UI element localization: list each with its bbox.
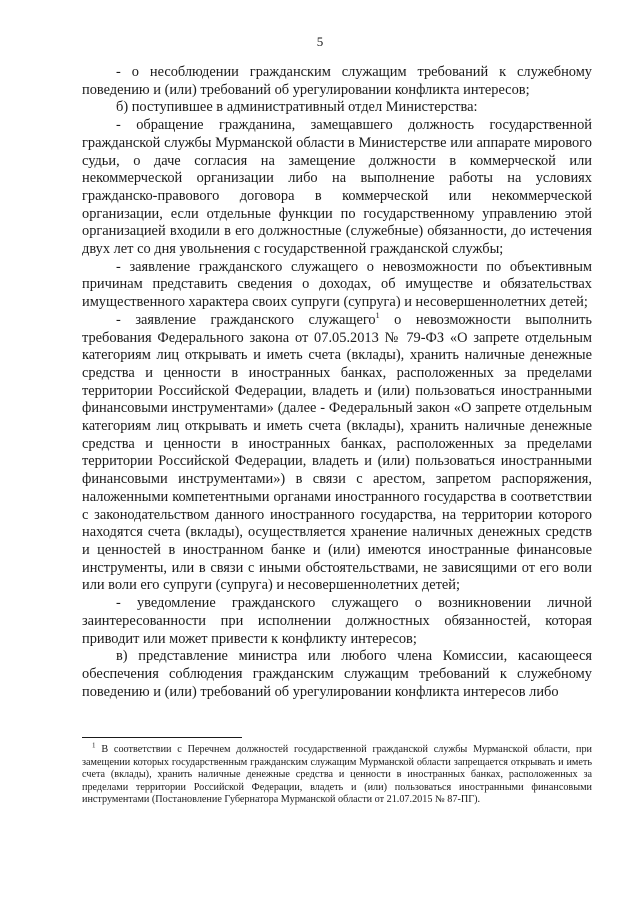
paragraph-text: - заявление гражданского служащего [116, 311, 376, 328]
paragraph: - заявление гражданского служащего о невозможности по объективным причинам представить сведения о доходах, об имуществе и обязательствах имущественного характера своих супруги (супруга) и несовершеннолетних детей; [82, 258, 592, 311]
document-body [82, 64, 592, 701]
page-number: 5 [316, 34, 324, 49]
footnote-reference[interactable]: 1 [375, 311, 380, 321]
footnote-mark: 1 [92, 741, 96, 750]
paragraph-with-footnote-ref [82, 312, 592, 595]
paragraph: - о несоблюдении гражданским служащим требований к служебному поведению и (или) требований об урегулировании конфликта интересов; [82, 64, 592, 98]
paragraph: б) поступившее в административный отдел Министерства: [116, 99, 478, 116]
footnote-separator [82, 737, 242, 738]
footnote [82, 741, 592, 807]
paragraph: в) представление министра или любого члена Комиссии, касающееся обеспечения соблюдения гражданским служащим требований к служебному поведению и (или) требований об урегулировании конфликта интересов либо [82, 648, 592, 700]
footnote-text: В соответствии с Перечнем должностей государственной гражданской службы Мурманской области, при замещении которых государственным гражданским служащим Мурманской области запрещается открывать и иметь счета (вклады), хранить наличные денежные средства и ценности в иностранных банках, расположенных за пределами территории Российской Федерации, владеть и (или) пользоваться иностранными финансовыми инструментами (Постановление Губернатора Мурманской области от 21.07.2015 № 87-ПГ). [82, 744, 592, 806]
paragraph: - уведомление гражданского служащего о возникновении личной заинтересованности при исполнении должностных обязанностей, которая приводит или может привести к конфликту интересов; [82, 595, 592, 647]
paragraph-text: о невозможности выполнить требования Федерального закона от 07.05.2013 № 79-ФЗ «О запрете отдельным категориям лиц открывать и иметь счета (вклады), хранить наличные денежные средства и ценности в иностранных банках, расположенных за пределами территории Российской Федерации, владеть и (или) пользоваться иностранными финансовыми инструментами» (далее - Федеральный закон «О запрете отдельным категориям лиц открывать и иметь счета (вклады), хранить наличные денежные средства и ценности в иностранных банках, расположенных за пределами территории Российской Федерации, владеть и (или) пользоваться иностранными финансовыми инструментами») в связи с арестом, запретом распоряжения, наложенными компетентными органами иностранного государства в соответствии с законодательством данного иностранного государства, на территории которого находятся счета (вклады), осуществляется хранение наличных денежных средств и ценностей в иностранном банке и (или) имеются иностранные финансовые инструменты, или в связи с иными обстоятельствами, не зависящими от его воли или воли его супруги (супруга) и несовершеннолетних детей; [82, 311, 592, 594]
paragraph: - обращение гражданина, замещавшего должность государственной гражданской службы Мурманской области в Министерстве или аппарате мирового судьи, о даче согласия на замещение должности в коммерческой или некоммерческой организации либо на выполнение работы на условиях гражданско-правового договора в коммерческой или некоммерческой организации, если отдельные функции по государственному управлению этой организацией входили в его должностные (служебные) обязанности, до истечения двух лет со дня увольнения с государственной гражданской службы; [82, 117, 592, 258]
